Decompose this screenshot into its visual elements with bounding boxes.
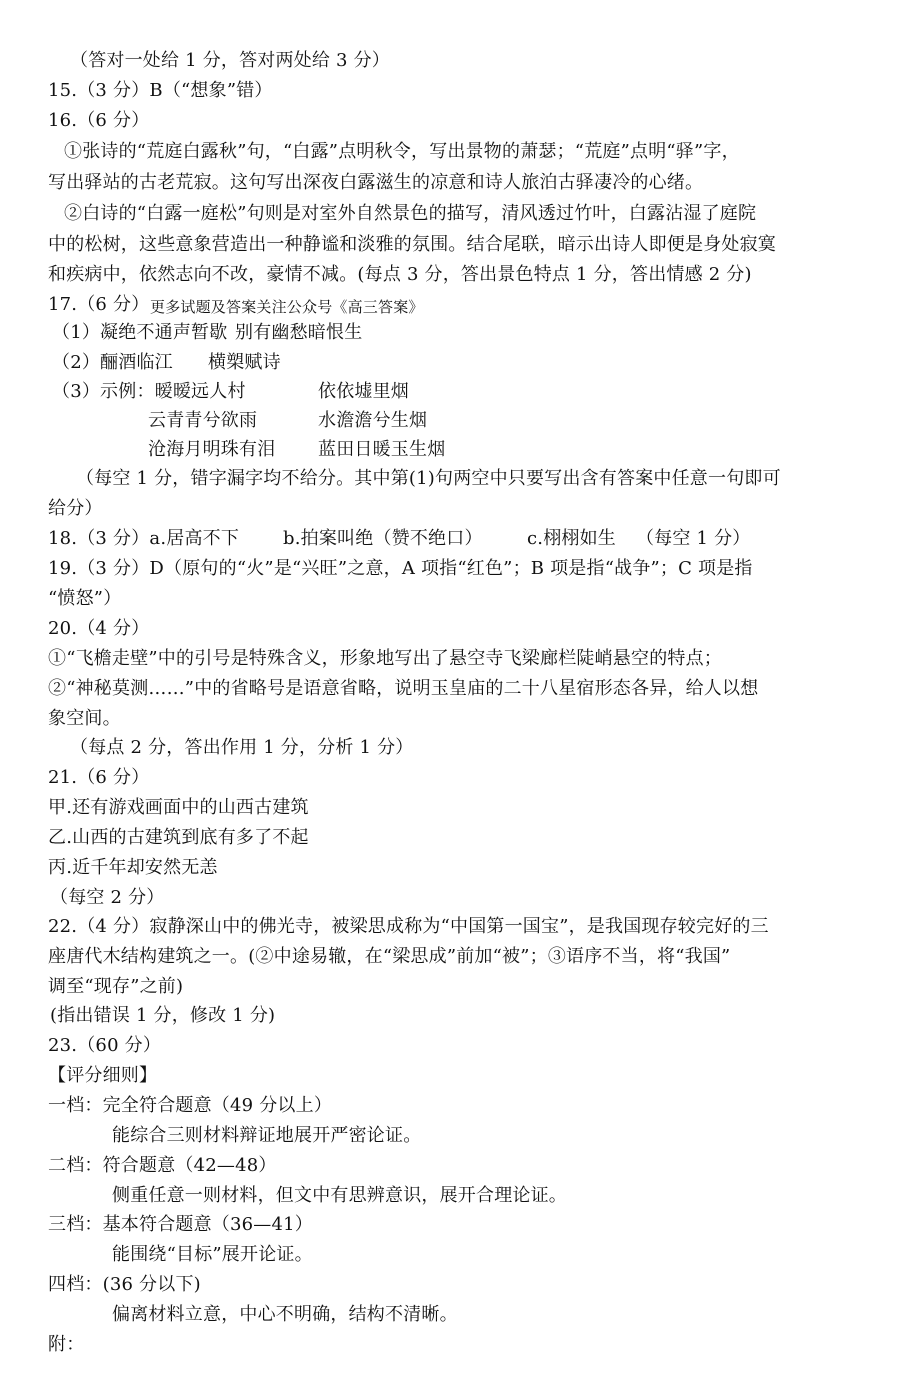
text-line: 丙.近千年却安然无恙	[48, 857, 218, 878]
text-line: ②“神秘莫测……”中的省略号是语意省略，说明玉皇庙的二十八星宿形态各异，给人以想	[48, 678, 759, 699]
text-line: 二档：符合题意（42—48）	[48, 1155, 277, 1176]
text-line: 乙.山西的古建筑到底有多了不起	[48, 827, 309, 848]
text-line: 写出驿站的古老荒寂。这句写出深夜白露滋生的凉意和诗人旅泊古驿凄冷的心绪。	[48, 172, 704, 193]
text-line: （每点 2 分，答出作用 1 分，分析 1 分）	[70, 737, 414, 758]
text-line: （3）示例：暧暧远人村	[52, 381, 246, 402]
text-line: c.栩栩如生	[527, 528, 617, 549]
text-line: 15.（3 分）B（“想象”错）	[48, 80, 273, 101]
text-line: ①“飞檐走壁”中的引号是特殊含义，形象地写出了悬空寺飞梁廊栏陡峭悬空的特点；	[48, 648, 723, 669]
text-line: 21.（6 分）	[48, 767, 150, 788]
text-line: b.拍案叫绝（赞不绝口）	[283, 528, 483, 549]
text-line: 四档：(36 分以下)	[48, 1274, 201, 1295]
text-line: 20.（4 分）	[48, 618, 150, 639]
text-line: 三档：基本符合题意（36—41）	[48, 1214, 314, 1235]
text-line: （答对一处给 1 分，答对两处给 3 分）	[70, 50, 390, 71]
text-line: 水澹澹兮生烟	[318, 410, 428, 431]
text-line: 给分）	[48, 498, 103, 519]
text-line: 云青青兮欲雨	[148, 410, 258, 431]
text-line: 侧重任意一则材料，但文中有思辨意识，展开合理论证。	[112, 1185, 567, 1206]
text-line: 蓝田日暖玉生烟	[318, 439, 446, 460]
text-line: (指出错误 1 分，修改 1 分)	[50, 1005, 276, 1026]
text-line: 23.（60 分）	[48, 1035, 162, 1056]
text-line: 能综合三则材料辩证地展开严密论证。	[112, 1125, 422, 1146]
text-line: 能围绕“目标”展开论证。	[112, 1244, 313, 1265]
text-line: （1）凝绝不通声暂歇	[52, 322, 228, 343]
text-line: 依依墟里烟	[318, 381, 409, 402]
text-line: “愤怒”）	[48, 588, 122, 609]
text-line: 一档：完全符合题意（49 分以上）	[48, 1095, 333, 1116]
text-line: 横槊赋诗	[208, 352, 281, 373]
text-line: （每空 1 分，错字漏字均不给分。其中第(1)句两空中只要写出含有答案中任意一句即可	[76, 468, 781, 489]
text-line: 22.（4 分）寂静深山中的佛光寺，被梁思成称为“中国第一国宝”，是我国现存较完好的三	[48, 916, 769, 937]
text-line: 偏离材料立意，中心不明确，结构不清晰。	[112, 1304, 458, 1325]
text-line: 座唐代木结构建筑之一。(②中途易辙，在“梁思成”前加“被”；③语序不当，将“我国”	[48, 946, 731, 967]
text-line: （每空 2 分）	[50, 887, 165, 908]
text-line: 别有幽愁暗恨生	[235, 322, 363, 343]
text-line: （每空 1 分）	[636, 528, 751, 549]
text-line: 16.（6 分）	[48, 110, 150, 131]
text-line: 19.（3 分）D（原句的“火”是“兴旺”之意，A 项指“红色”；B 项是指“战争”；C 项是指	[48, 558, 753, 579]
text-line: 甲.还有游戏画面中的山西古建筑	[48, 797, 309, 818]
text-line: 沧海月明珠有泪	[148, 439, 276, 460]
text-line: 调至“现存”之前)	[48, 976, 184, 997]
text-line: 中的松树，这些意象营造出一种静谧和淡雅的氛围。结合尾联，暗示出诗人即便是身处寂寞	[48, 234, 776, 255]
text-line: （2）酾酒临江	[52, 352, 173, 373]
text-line: 象空间。	[48, 708, 121, 729]
text-line: 【评分细则】	[48, 1065, 158, 1086]
text-line: 18.（3 分）a.居高不下	[48, 528, 240, 549]
text-line: ②白诗的“白露一庭松”句则是对室外自然景色的描写，清风透过竹叶，白露沾湿了庭院	[64, 203, 757, 224]
text-line: 和疾病中，依然志向不改，豪情不减。(每点 3 分，答出景色特点 1 分，答出情感 2 分)	[48, 264, 752, 285]
text-line: 17.（6 分）	[48, 294, 150, 315]
text-line: ①张诗的“荒庭白露秋”句，“白露”点明秋令，写出景物的萧瑟；“荒庭”点明“驿”字，	[64, 141, 740, 162]
text-line: 更多试题及答案关注公众号《高三答案》	[150, 298, 424, 316]
text-line: 附：	[48, 1334, 85, 1355]
